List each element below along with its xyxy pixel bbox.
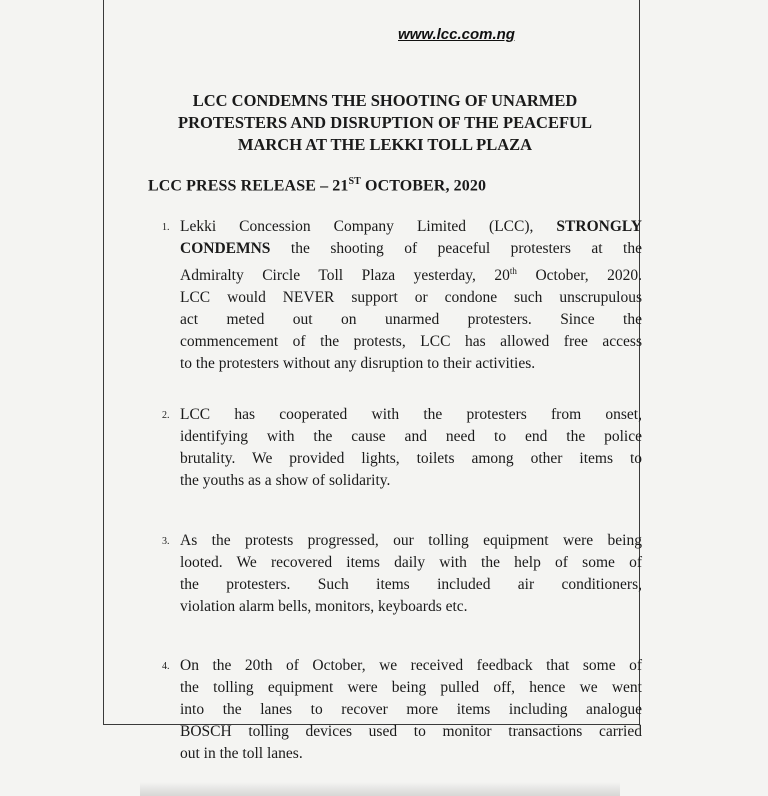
bold-run: STRONGLY <box>556 218 642 235</box>
list-item <box>162 530 642 618</box>
list-item <box>162 216 642 375</box>
item-body <box>162 530 642 618</box>
text-run: Admiralty Circle Toll Plaza yesterday, 20 <box>180 267 510 285</box>
item-line <box>180 260 642 287</box>
item-line: brutality. We provided lights, toilets among other items to <box>180 450 642 467</box>
release-ordinal: ST <box>348 176 361 187</box>
item-line: LCC would NEVER support or condone such unscrupulous <box>180 289 642 307</box>
item-number: 4. <box>162 661 170 672</box>
title-line: MARCH AT THE LEKKI TOLL PLAZA <box>237 135 533 154</box>
item-body <box>162 216 642 375</box>
document-title <box>140 90 630 156</box>
item-line <box>180 238 642 260</box>
item-line: the protesters. Such items included air conditioners, <box>180 576 642 593</box>
item-line: commencement of the protests, LCC has allowed free access <box>180 333 642 351</box>
item-line: looted. We recovered items daily with the help of some of <box>180 554 642 571</box>
item-line: LCC has cooperated with the protesters from onset, <box>180 406 642 423</box>
item-line: On the 20th of October, we received feedback that some of <box>180 657 642 674</box>
item-number: 2. <box>162 410 170 421</box>
release-date: OCTOBER, 2020 <box>360 177 487 195</box>
item-number: 1. <box>162 222 170 233</box>
next-page-shadow <box>140 782 620 796</box>
title-line: PROTESTERS AND DISRUPTION OF THE PEACEFUL <box>178 113 592 132</box>
item-number: 3. <box>162 536 170 547</box>
item-body <box>162 655 642 765</box>
list-item <box>162 404 642 492</box>
item-line: act meted out on unarmed protesters. Since the <box>180 311 642 329</box>
bold-run: CONDEMNS <box>180 240 271 257</box>
item-line <box>180 216 642 238</box>
item-line: the tolling equipment were being pulled off, hence we went <box>180 679 642 696</box>
website-link[interactable]: www.lcc.com.ng <box>398 26 515 43</box>
item-body <box>162 404 642 492</box>
item-line: into the lanes to recover more items including analogue <box>180 701 642 718</box>
ordinal-suffix: th <box>509 266 517 276</box>
item-line: out in the toll lanes. <box>180 745 303 762</box>
item-line: the youths as a show of solidarity. <box>180 472 391 489</box>
text-run: Lekki Concession Company Limited (LCC), <box>180 218 557 235</box>
item-line: to the protesters without any disruption to their activities. <box>180 355 536 373</box>
item-line: As the protests progressed, our tolling equipment were being <box>180 532 642 549</box>
list-item <box>162 655 642 765</box>
release-prefix: LCC PRESS RELEASE – 21 <box>148 177 349 195</box>
text-run: October, 2020. <box>516 267 643 285</box>
press-release-date <box>148 176 486 195</box>
title-line: LCC CONDEMNS THE SHOOTING OF UNARMED <box>192 91 578 110</box>
item-line: violation alarm bells, monitors, keyboards etc. <box>180 598 468 615</box>
item-line: BOSCH tolling devices used to monitor transactions carried <box>180 723 642 740</box>
text-run: the shooting of peaceful protesters at the <box>270 240 642 257</box>
item-line: identifying with the cause and need to end the police <box>180 428 642 445</box>
